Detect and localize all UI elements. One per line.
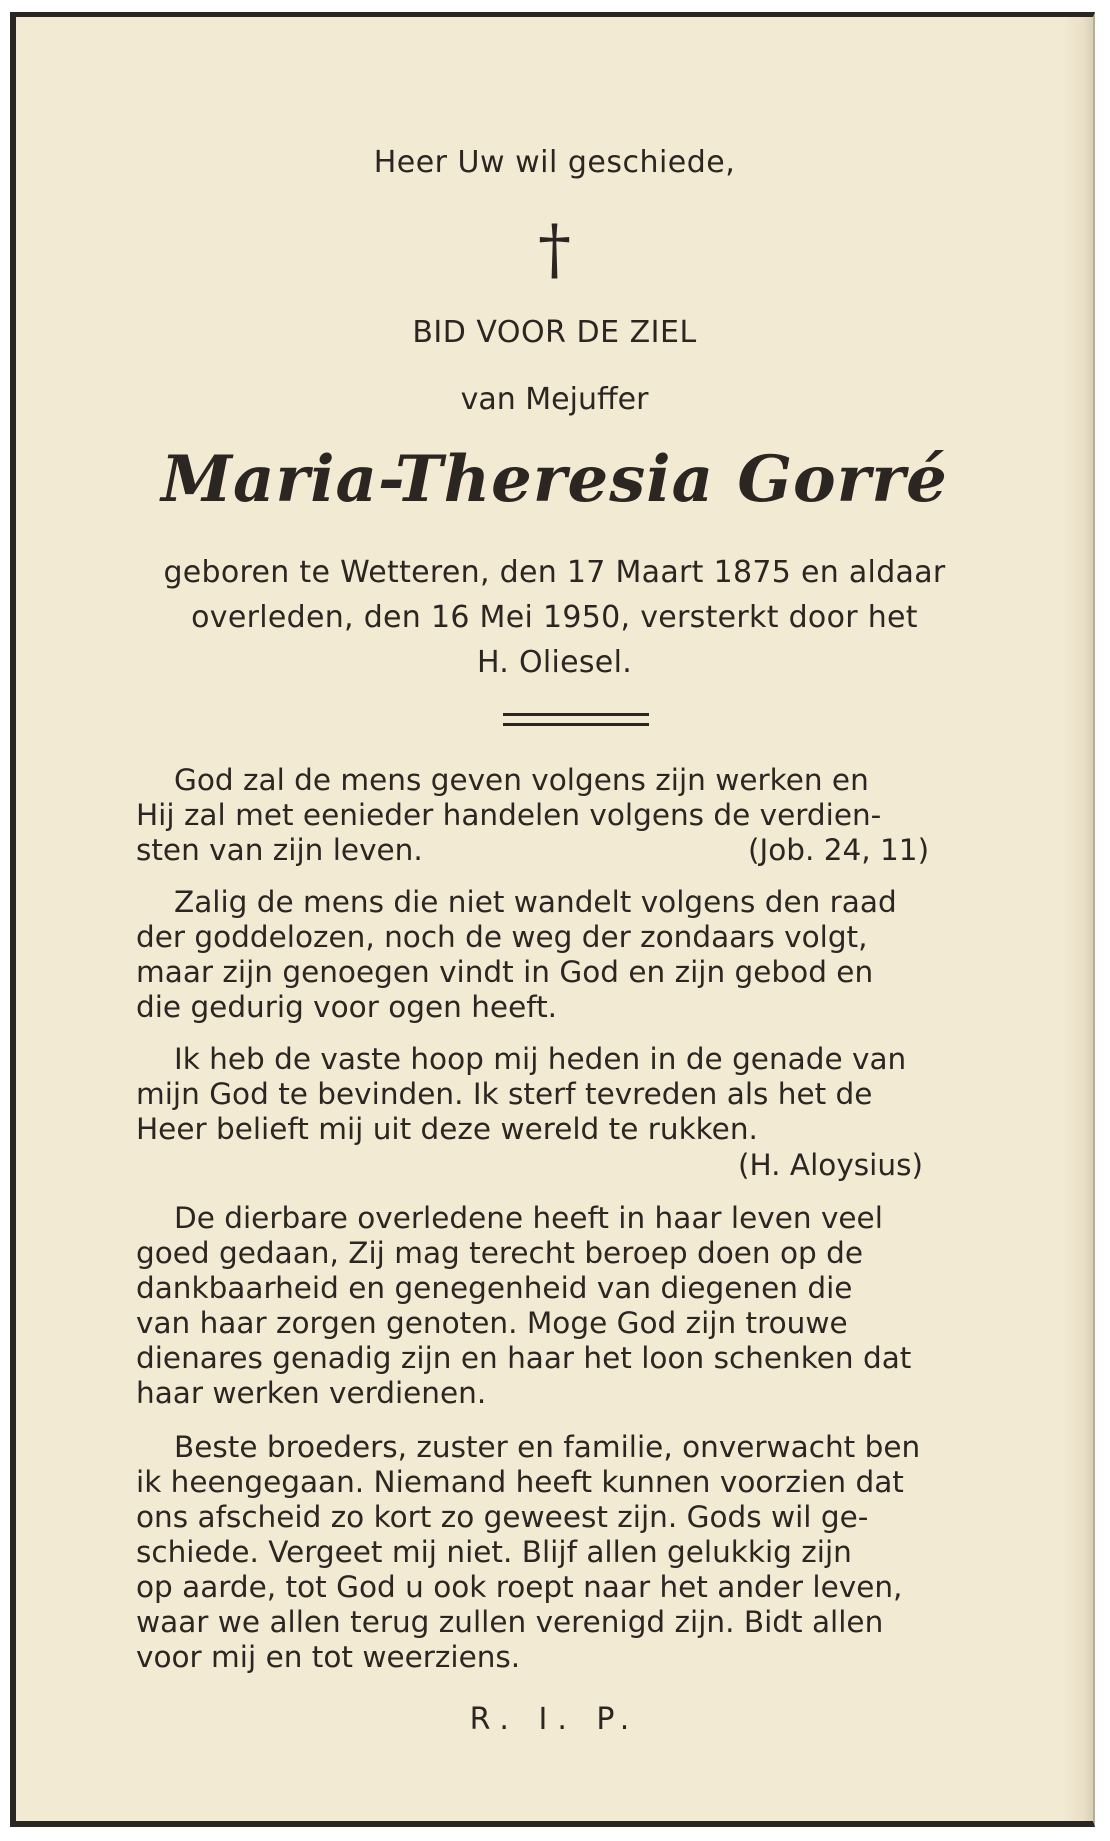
p4-line-2: goed gedaan, Zij mag terecht beroep doen op de [136,1236,864,1270]
divider-bottom [503,723,649,726]
cross-icon: † [538,211,571,288]
prayer-heading: BID VOOR DE ZIEL [412,315,697,350]
bio-line-1: geboren te Wetteren, den 17 Maart 1875 en aldaar [163,555,946,590]
divider-top [503,713,649,716]
p1-line-2: Hij zal met eenieder handelen volgens de verdien- [136,798,882,832]
p1-reference: (Job. 24, 11) [748,833,930,867]
p3-line-2: mijn God te bevinden. Ik sterf tevreden als het de [136,1077,873,1111]
p3-reference: (H. Aloysius) [738,1148,923,1182]
p2-line-4: die gedurig voor ogen heeft. [136,990,558,1024]
p4-line-1: De dierbare overledene heeft in haar leven veel [174,1201,883,1235]
p5-line-2: ik heengegaan. Niemand heeft kunnen voorzien dat [136,1465,904,1499]
p5-line-5: op aarde, tot God u ook roept naar het ander leven, [136,1570,903,1604]
p5-line-6: waar we allen terug zullen verenigd zijn. Bidt allen [136,1605,884,1639]
p1-line-3: sten van zijn leven. [136,833,423,867]
deceased-name: Maria-Theresia Gorré [161,442,948,517]
p4-line-6: haar werken verdienen. [136,1376,487,1410]
title-prefix: van Mejuffer [460,382,649,417]
motto: Heer Uw wil geschiede, [373,145,736,180]
p2-line-1: Zalig de mens die niet wandelt volgens den raad [174,885,897,919]
p5-line-3: ons afscheid zo kort zo geweest zijn. Gods wil ge- [136,1500,869,1534]
p4-line-4: van haar zorgen genoten. Moge God zijn trouwe [136,1306,848,1340]
p4-line-5: dienares genadig zijn en haar het loon schenken dat [136,1341,912,1375]
card-edge-shadow [1063,17,1093,1821]
p3-line-3: Heer belieft mij uit deze wereld te rukken. [136,1112,758,1146]
p2-line-3: maar zijn genoegen vindt in God en zijn gebod en [136,955,874,989]
rip-closing: R. I. P. [469,1702,640,1737]
p4-line-3: dankbaarheid en genegenheid van diegenen die [136,1271,853,1305]
p1-line-1: God zal de mens geven volgens zijn werken en [174,763,869,797]
memorial-card [10,12,1095,1827]
bio-line-3: H. Oliesel. [476,645,633,680]
bio-line-2: overleden, den 16 Mei 1950, versterkt door het [191,600,918,635]
p5-line-7: voor mij en tot weerziens. [136,1640,521,1674]
p5-line-1: Beste broeders, zuster en familie, onverwacht ben [174,1430,921,1464]
p3-line-1: Ik heb de vaste hoop mij heden in de genade van [174,1042,907,1076]
p2-line-2: der goddelozen, noch de weg der zondaars volgt, [136,920,868,954]
p5-line-4: schiede. Vergeet mij niet. Blijf allen gelukkig zijn [136,1535,852,1569]
